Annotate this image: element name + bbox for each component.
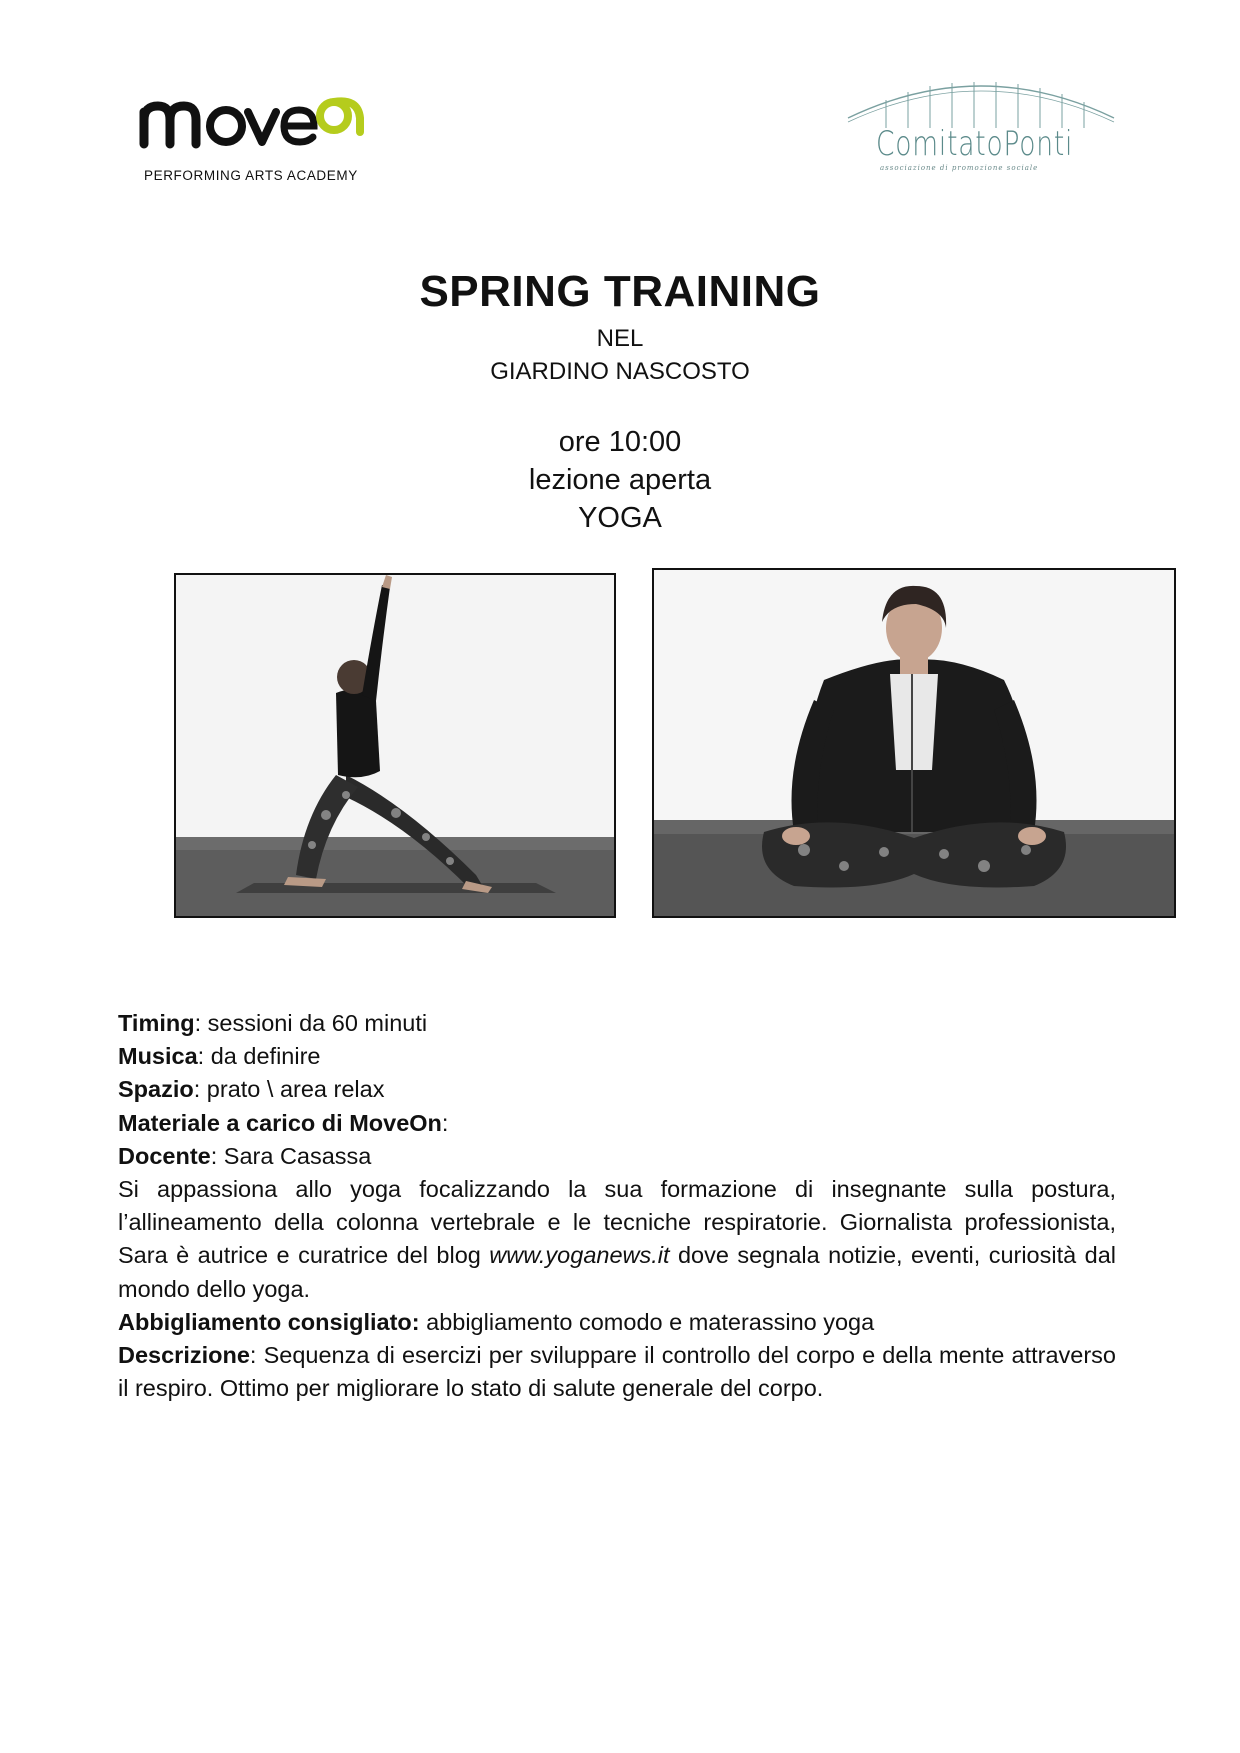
subtitle-line-2: GIARDINO NASCOSTO [490, 358, 750, 385]
yoga-seated-pose-icon [654, 570, 1174, 916]
blog-url: www.yoganews.it [489, 1242, 670, 1269]
abbigliamento-row [118, 1306, 1116, 1339]
session-block [0, 423, 1240, 537]
docente-value: : Sara Casassa [210, 1142, 372, 1169]
bio-text-1: Si appassiona allo yoga focalizzando la sua formazione di insegnante sulla postura, l’allineamento della colonna vertebrale e le tecniche respiratorie. Giornalista professionista, Sara è autrice e curatrice del blog [118, 1176, 1116, 1269]
moveon-wordmark-icon [138, 92, 368, 168]
musica-row [118, 1040, 1116, 1073]
comitato-ponti-name: ComitatoPonti [876, 124, 1074, 164]
yoga-seated-pose-photo [652, 568, 1176, 918]
session-type: lezione aperta [528, 464, 712, 496]
info-section [118, 1007, 1116, 1405]
materiale-value: : [441, 1109, 449, 1136]
descrizione-label: Descrizione [118, 1342, 250, 1369]
musica-value: : da definire [197, 1043, 321, 1070]
yoga-warrior-pose-photo [174, 573, 616, 918]
session-discipline: YOGA [578, 502, 662, 534]
moveon-logo [138, 92, 368, 184]
moveon-tagline: PERFORMING ARTS ACADEMY [144, 168, 358, 183]
timing-value: : sessioni da 60 minuti [194, 1010, 428, 1036]
timing-label: Timing [118, 1010, 195, 1036]
musica-label: Musica [118, 1043, 198, 1070]
page-title: SPRING TRAINING [419, 267, 821, 316]
docente-row [118, 1140, 1116, 1173]
docente-bio [118, 1173, 1116, 1306]
descrizione-value: : Sequenza di esercizi per sviluppare il controllo del corpo e della mente attraverso il respiro. Ottimo per migliorare lo stato di salute generale del corpo. [118, 1342, 1116, 1402]
session-time: ore 10:00 [558, 426, 682, 458]
timing-row [118, 1007, 1116, 1040]
bio-text-2: dove segnala notizie, eventi, curiosità dal mondo dello yoga. [118, 1242, 1116, 1302]
materiale-label: Materiale a carico di MoveOn [118, 1109, 442, 1136]
docente-label: Docente [118, 1142, 211, 1169]
materiale-row [118, 1107, 1116, 1140]
bridge-icon [846, 72, 1116, 132]
spazio-row [118, 1073, 1116, 1106]
comitato-ponti-subtitle: associazione di promozione sociale [880, 164, 1039, 172]
comitato-ponti-logo [846, 72, 1116, 172]
spazio-value: : prato \ area relax [193, 1076, 385, 1103]
abbigliamento-label: Abbigliamento consigliato: [118, 1308, 420, 1335]
spazio-label: Spazio [118, 1076, 194, 1103]
title-block [0, 262, 1240, 388]
subtitle-line-1: NEL [596, 325, 644, 352]
yoga-warrior-pose-icon [176, 575, 614, 916]
descrizione-row [118, 1339, 1116, 1405]
abbigliamento-value: abbigliamento comodo e materassino yoga [419, 1308, 875, 1335]
